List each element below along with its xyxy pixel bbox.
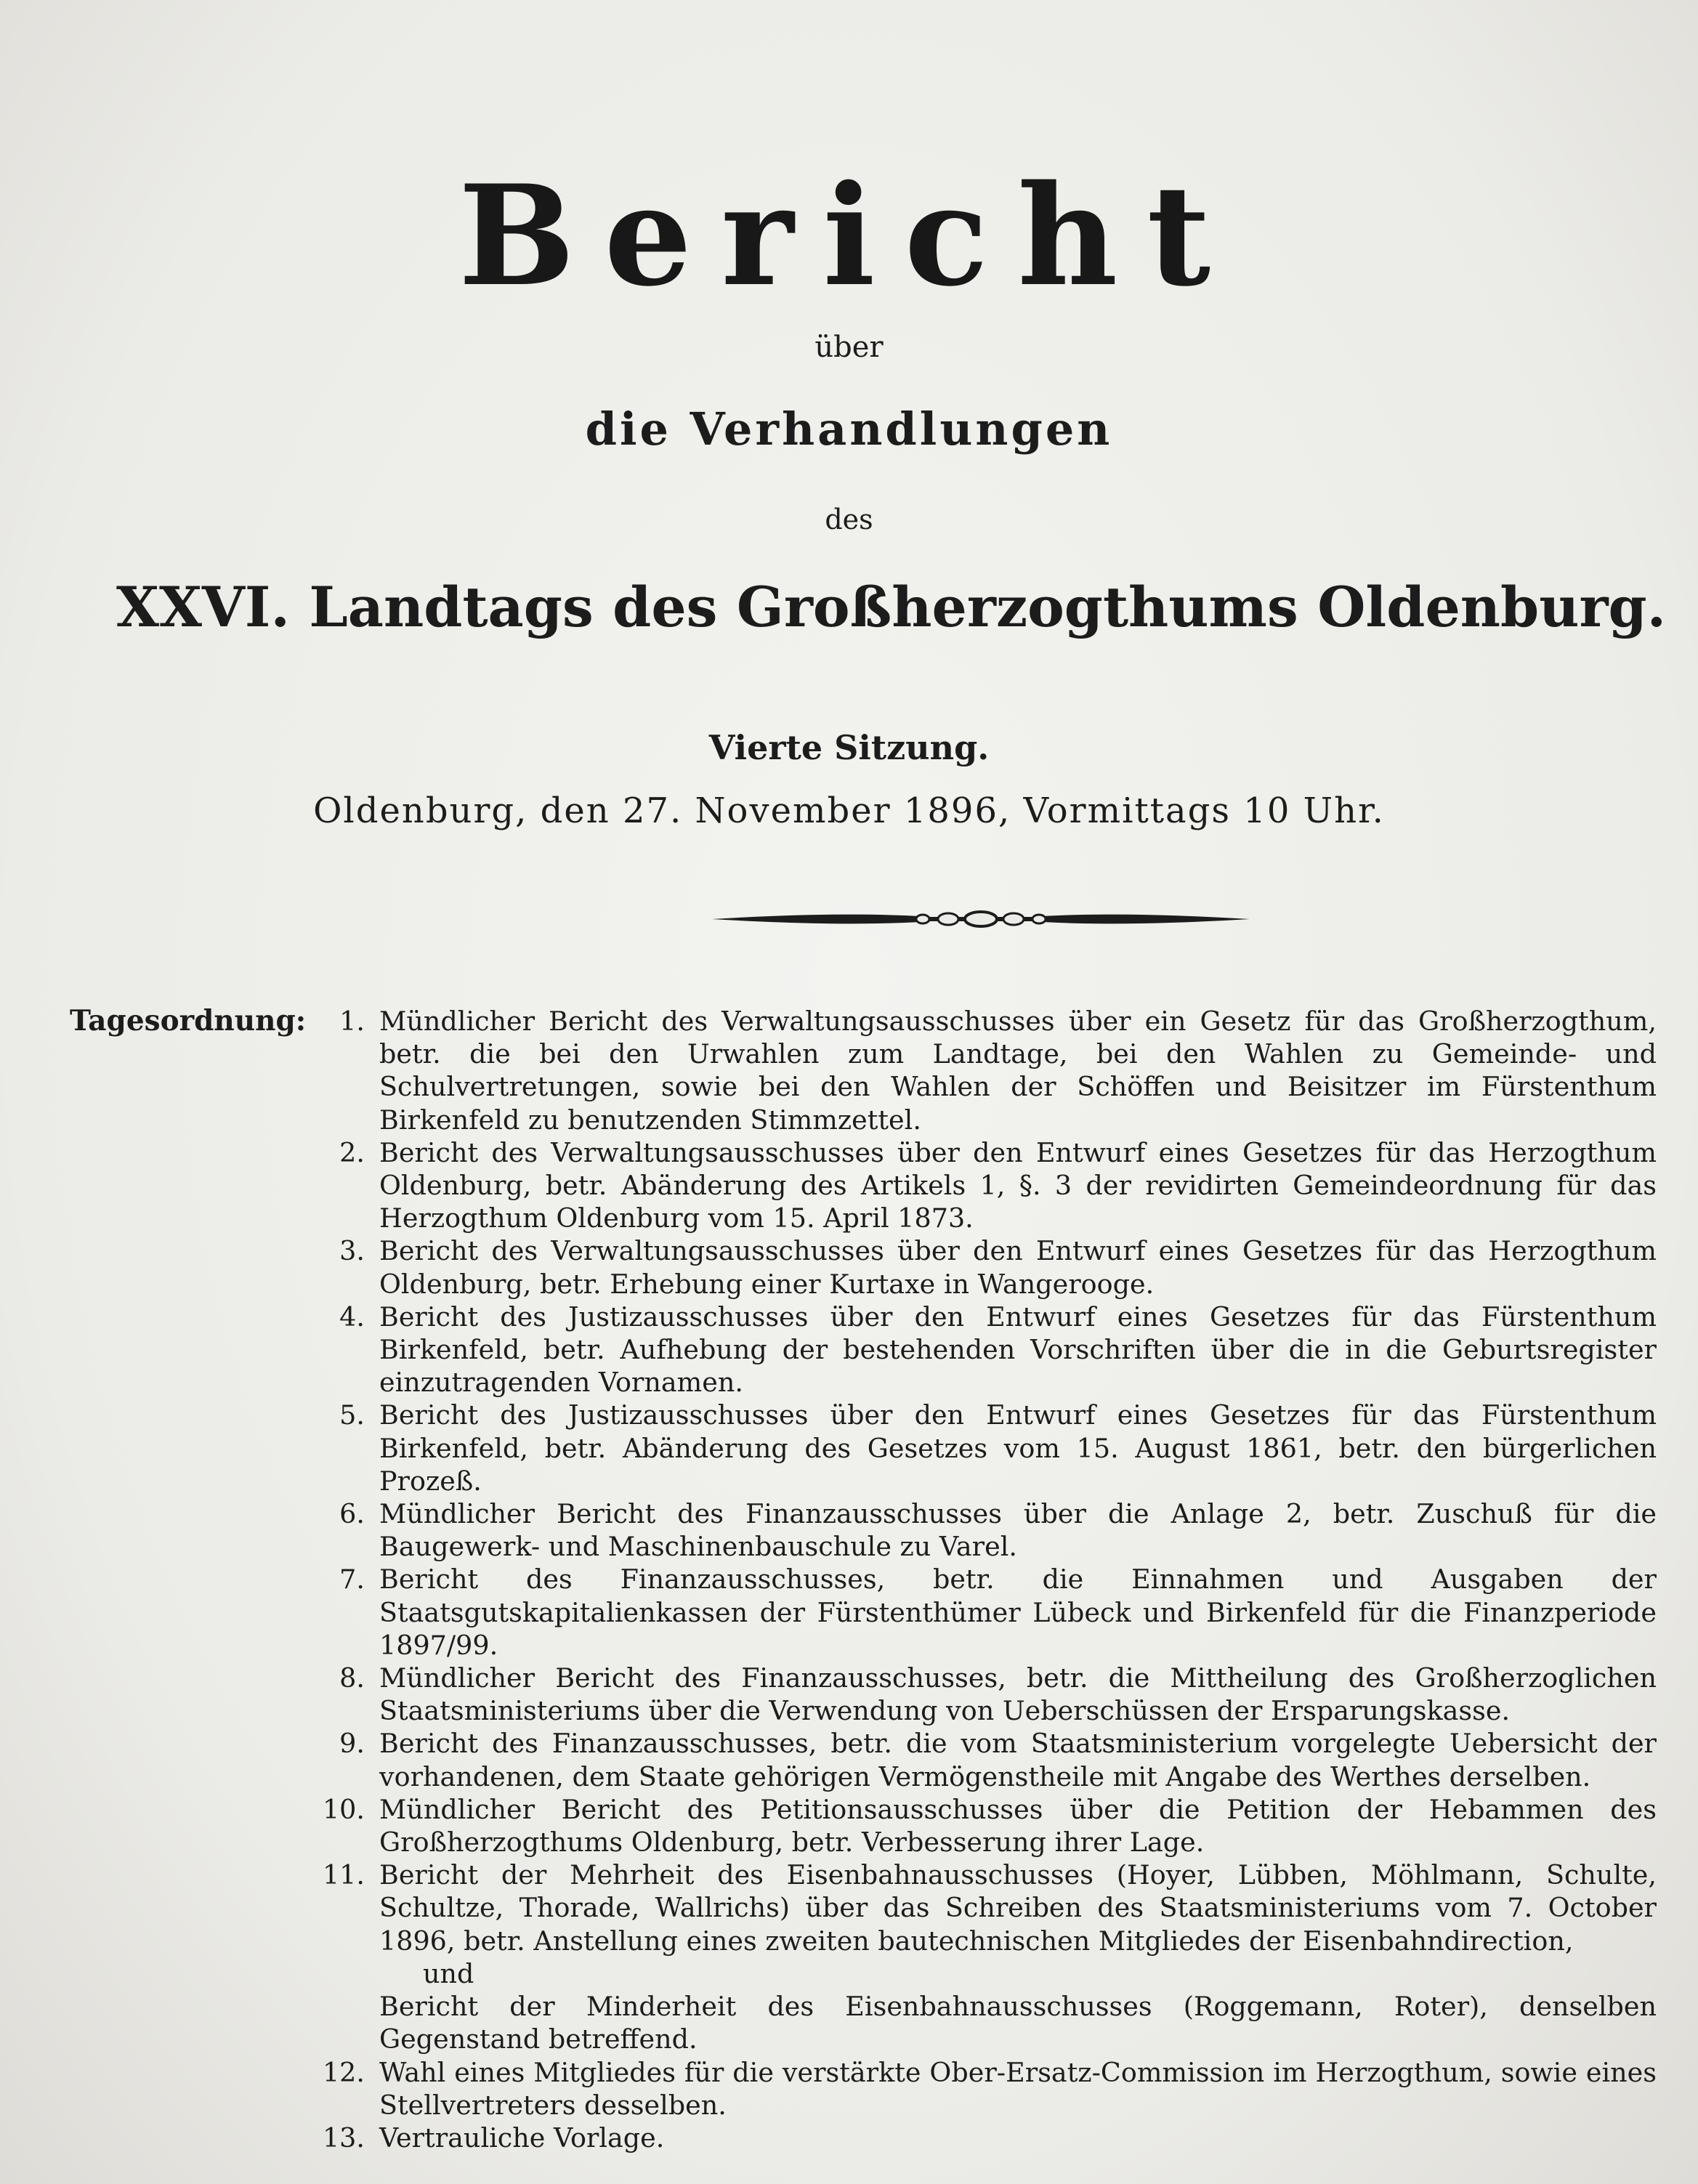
- agenda-item-number: 9.: [339, 1728, 365, 1760]
- agenda-item-number: 11.: [322, 1859, 365, 1891]
- agenda-item: [291, 1399, 1657, 1497]
- agenda-list: [291, 1005, 1657, 2154]
- agenda-item-text: Bericht des Finanzausschusses, betr. die Einnahmen und Ausgaben der Staatsgutskapitalienkassen der Fürstenthümer Lübeck und Birkenfeld für die Finanzperiode 1897/99.: [379, 1564, 1657, 1661]
- agenda-item-text: Bericht des Verwaltungsausschusses über den Entwurf eines Gesetzes für das Herzogthum Oldenburg, betr. Erhebung einer Kurtaxe in Wangerooge.: [379, 1235, 1657, 1300]
- agenda-item-number: 6.: [339, 1498, 365, 1530]
- agenda-item: [291, 2122, 1657, 2154]
- agenda-item-text: Vertrauliche Vorlage.: [379, 2122, 665, 2153]
- report-title: Bericht: [458, 155, 1240, 317]
- agenda-item-text: Wahl eines Mitgliedes für die verstärkte Ober-Ersatz-Commission im Herzogthum, sowie eines Stellvertreters desselben.: [379, 2056, 1657, 2121]
- agenda-item-number: 5.: [339, 1399, 365, 1431]
- agenda-item-text: Mündlicher Bericht des Verwaltungsausschusses über ein Gesetz für das Großherzogthum, betr. die bei den Urwahlen zum Landtage, bei den Wahlen zu Gemeinde- und Schulvertretungen, sowie bei den Wahlen der Schöffen und Beisitzer im Fürstenthum Birkenfeld zu benutzenden Stimmzettel.: [379, 1006, 1657, 1136]
- agenda-item-text: Mündlicher Bericht des Petitionsausschusses über die Petition der Hebammen des Großherzogthums Oldenburg, betr. Verbesserung ihrer Lage.: [379, 1793, 1657, 1859]
- landtag-heading: XXVI. Landtags des Großherzogthums Oldenburg.: [116, 575, 1667, 639]
- agenda-item: [291, 1859, 1657, 2055]
- agenda-item-number: 3.: [339, 1235, 365, 1267]
- agenda-item: [291, 2056, 1657, 2122]
- session-date: Oldenburg, den 27. November 1896, Vormittags 10 Uhr.: [313, 790, 1385, 831]
- agenda-item: [291, 1563, 1657, 1662]
- agenda-item-text: Bericht der Mehrheit des Eisenbahnausschusses (Hoyer, Lübben, Möhlmann, Schulte, Schultze, Thorade, Wallrichs) über das Schreiben des Staatsministeriums vom 7. October 1896, betr. Anstellung eines zweiten bautechnischen Mitgliedes der Eisenbahndirection,: [379, 1859, 1657, 1957]
- agenda-item-number: 7.: [339, 1564, 365, 1595]
- title-preposition: über: [814, 331, 884, 364]
- agenda-item-text: Mündlicher Bericht des Finanzausschusses über die Anlage 2, betr. Zuschuß für die Baugewerk- und Maschinenbauschule zu Varel.: [379, 1498, 1657, 1563]
- agenda-item-number: 13.: [322, 2122, 365, 2153]
- ornamental-divider: [712, 901, 1250, 937]
- agenda-label: Tagesordnung:: [70, 1004, 307, 1038]
- agenda-item: [291, 1727, 1657, 1792]
- agenda-item: [291, 1301, 1657, 1399]
- agenda-item-text: Bericht des Justizausschusses über den Entwurf eines Gesetzes für das Fürstenthum Birkenfeld, betr. Aufhebung der bestehenden Vorschriften über die in die Geburtsregister einzutragenden Vornamen.: [379, 1301, 1657, 1399]
- agenda-item: [291, 1005, 1657, 1136]
- agenda-item: [291, 1234, 1657, 1300]
- agenda-item-text: Bericht des Justizausschusses über den Entwurf eines Gesetzes für das Fürstenthum Birkenfeld, betr. Abänderung des Gesetzes vom 15. August 1861, betr. den bürgerlichen Prozeß.: [379, 1399, 1657, 1497]
- agenda-item-conjunction: und: [423, 1957, 474, 1989]
- title-subject: die Verhandlungen: [585, 403, 1113, 456]
- agenda-item: [291, 1662, 1657, 1727]
- session-heading: Vierte Sitzung.: [708, 728, 990, 767]
- agenda-item-text: Bericht des Verwaltungsausschusses über den Entwurf eines Gesetzes für das Herzogthum Oldenburg, betr. Abänderung des Artikels 1, §. 3 der revidirten Gemeindeordnung für das Herzogthum Oldenburg vom 15. April 1873.: [379, 1136, 1657, 1234]
- agenda-item-number: 10.: [322, 1793, 365, 1825]
- agenda-item-number: 4.: [339, 1301, 365, 1332]
- agenda-item: [291, 1793, 1657, 1859]
- agenda-item-number: 1.: [339, 1006, 365, 1037]
- title-article: des: [825, 503, 873, 535]
- agenda-item-text: Mündlicher Bericht des Finanzausschusses, betr. die Mittheilung des Großherzoglichen Staatsministeriums über die Verwendung von Ueberschüssen der Ersparungskasse.: [379, 1662, 1657, 1727]
- agenda-item-number: 8.: [339, 1662, 365, 1694]
- agenda-item-number: 12.: [322, 2056, 365, 2088]
- agenda-item: [291, 1136, 1657, 1235]
- agenda-item-number: 2.: [339, 1136, 365, 1168]
- agenda-item-text-minority: Bericht der Minderheit des Eisenbahnausschusses (Roggemann, Roter), denselben Gegenstand betreffend.: [379, 1991, 1657, 2055]
- agenda-item: [291, 1497, 1657, 1563]
- agenda-item-text: Bericht des Finanzausschusses, betr. die vom Staatsministerium vorgelegte Uebersicht der vorhandenen, dem Staate gehörigen Vermögenstheile mit Angabe des Werthes derselben.: [379, 1728, 1657, 1792]
